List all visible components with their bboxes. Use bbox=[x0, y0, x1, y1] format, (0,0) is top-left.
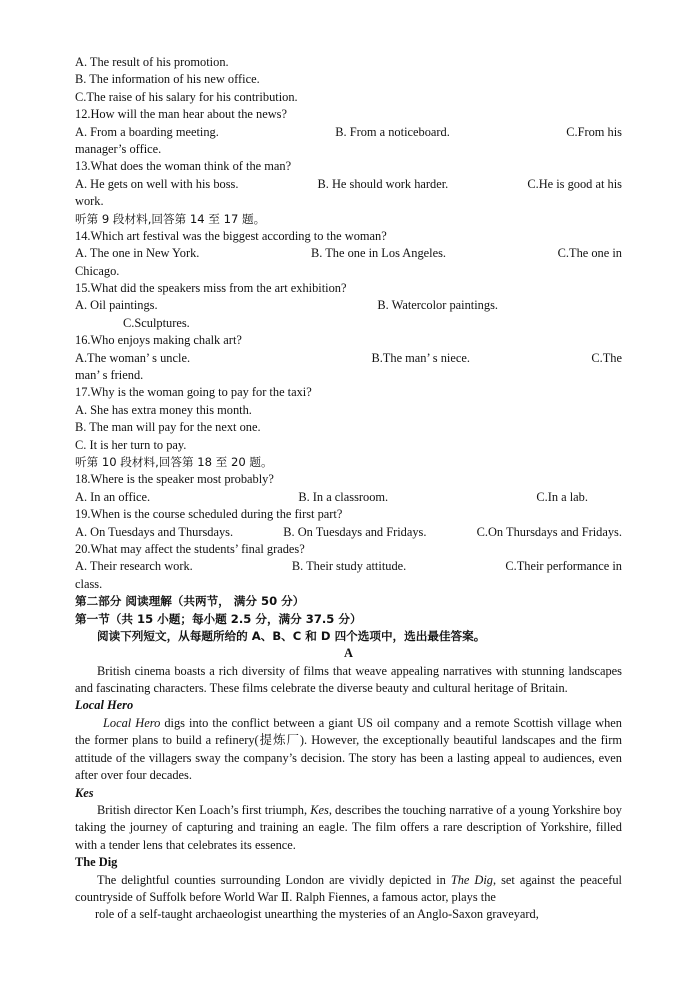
q13-option-c: C.He is good at his bbox=[527, 176, 622, 191]
q13-option-a: A. He gets on well with his boss. bbox=[75, 176, 239, 191]
q20-option-b: B. Their study attitude. bbox=[291, 559, 407, 574]
q17-option-c: C. It is her turn to pay. bbox=[75, 437, 187, 452]
film2-name: Kes bbox=[310, 802, 329, 817]
q17-stem: 17.Why is the woman going to pay for the taxi? bbox=[75, 385, 312, 400]
film2-paragraph bbox=[75, 802, 622, 854]
q13-option-c-cont: work. bbox=[75, 194, 104, 209]
q12-option-a: A. From a boarding meeting. bbox=[75, 124, 219, 139]
film3-paragraph bbox=[75, 872, 622, 907]
q12-option-b: B. From a noticeboard. bbox=[335, 124, 450, 139]
q15-options bbox=[75, 297, 622, 314]
q19-option-b: B. On Tuesdays and Fridays. bbox=[283, 524, 427, 539]
q15-option-a: A. Oil paintings. bbox=[75, 298, 158, 313]
q18-stem: 18.Where is the speaker most probably? bbox=[75, 472, 274, 487]
q11-option-c: C.The raise of his salary for his contribution. bbox=[75, 89, 298, 104]
q14-option-c: C.The one in bbox=[557, 246, 622, 261]
q13-option-b: B. He should work harder. bbox=[317, 176, 449, 191]
film2-title: Kes bbox=[75, 785, 94, 800]
q16-option-c-cont: man’ s friend. bbox=[75, 368, 144, 383]
q15-stem: 15.What did the speakers miss from the art exhibition? bbox=[75, 281, 347, 296]
q12-option-c: C.From his bbox=[566, 124, 622, 139]
q16-stem: 16.Who enjoys making chalk art? bbox=[75, 333, 242, 348]
passage-letter: A bbox=[344, 646, 353, 661]
section-instruction-9: 听第 9 段材料,回答第 14 至 17 题。 bbox=[75, 211, 266, 226]
q17-option-b: B. The man will pay for the next one. bbox=[75, 420, 261, 435]
film2-pre: British director Ken Loach’s first triumph, bbox=[97, 802, 311, 817]
q12-stem: 12.How will the man hear about the news? bbox=[75, 107, 287, 122]
q16-option-b: B.The man’ s niece. bbox=[371, 350, 470, 365]
q14-stem: 14.Which art festival was the biggest according to the woman? bbox=[75, 228, 387, 243]
film1-paragraph bbox=[75, 715, 622, 785]
q14-option-c-cont: Chicago. bbox=[75, 263, 120, 278]
film3-pre: The delightful counties surrounding London are vividly depicted in bbox=[97, 872, 451, 887]
film3-text: , set against the peaceful countryside of Suffolk before World War Ⅱ. Ralph Fiennes, a famous actor, plays the bbox=[75, 872, 622, 904]
q19-options bbox=[75, 524, 622, 541]
q14-option-a: A. The one in New York. bbox=[75, 246, 200, 261]
q15-option-b: B. Watercolor paintings. bbox=[377, 298, 498, 313]
film3-name: The Dig bbox=[450, 872, 493, 887]
q20-option-c: C.Their performance in bbox=[505, 559, 622, 574]
part2-instructions: 阅读下列短文，从每题所给的 A、B、C 和 D 四个选项中，选出最佳答案。 bbox=[97, 628, 486, 643]
q13-stem: 13.What does the woman think of the man? bbox=[75, 159, 292, 174]
q14-option-b: B. The one in Los Angeles. bbox=[310, 246, 447, 261]
q18-option-a: A. In an office. bbox=[75, 489, 151, 504]
q16-option-a: A.The woman’ s uncle. bbox=[75, 350, 191, 365]
part2-title: 第二部分 阅读理解（共两节， 满分 50 分） bbox=[75, 594, 305, 609]
q13-options bbox=[75, 176, 622, 193]
q11-option-b: B. The information of his new office. bbox=[75, 72, 260, 87]
q20-option-a: A. Their research work. bbox=[75, 559, 193, 574]
q16-options bbox=[75, 350, 622, 367]
q20-stem: 20.What may affect the students’ final grades? bbox=[75, 541, 305, 556]
q20-option-c-cont: class. bbox=[75, 576, 103, 591]
passage-intro: British cinema boasts a rich diversity of films that weave appealing narratives with stunning landscapes and fascinating characters. These films celebrate the diverse beauty and cultural heritage of Britain. bbox=[75, 663, 622, 696]
q19-option-c: C.On Thursdays and Fridays. bbox=[476, 524, 622, 539]
q12-options bbox=[75, 124, 622, 141]
film1-text: digs into the conflict between a giant US oil company and a remote Scottish village when the former plans to build a refinery(提炼厂). However, the exceptionally beautiful landscapes and the firm attitude of the villagers sway the company’s decision. The story has been a lasting appeal to audiences, even after over four decades. bbox=[75, 715, 622, 783]
q20-options bbox=[75, 558, 622, 575]
q18-options bbox=[75, 489, 622, 506]
film3-paragraph-cont: role of a self-taught archaeologist unearthing the mysteries of an Anglo-Saxon graveyard, bbox=[95, 907, 539, 922]
section-instruction-10: 听第 10 段材料,回答第 18 至 20 题。 bbox=[75, 454, 273, 469]
q18-option-b: B. In a classroom. bbox=[298, 489, 389, 504]
q12-option-c-cont: manager’s office. bbox=[75, 141, 162, 156]
q17-option-a: A. She has extra money this month. bbox=[75, 402, 252, 417]
q15-option-c: C.Sculptures. bbox=[123, 315, 190, 330]
film1-name: Local Hero bbox=[103, 715, 161, 730]
film1-title: Local Hero bbox=[75, 698, 134, 713]
film3-title: The Dig bbox=[75, 855, 118, 870]
exam-page bbox=[75, 54, 622, 924]
q19-option-a: A. On Tuesdays and Thursdays. bbox=[75, 524, 234, 539]
film2-text: , describes the touching narrative of a young Yorkshire boy taking the journey of capturing and training an eagle. The film offers a rare description of Yorkshire, filled with a tender lens that celebrates its essence. bbox=[75, 802, 622, 852]
part2-section1-title: 第一节（共 15 小题；每小题 2.5 分，满分 37.5 分） bbox=[75, 611, 362, 626]
q14-options bbox=[75, 245, 622, 262]
q19-stem: 19.When is the course scheduled during the first part? bbox=[75, 507, 343, 522]
q16-option-c: C.The bbox=[591, 350, 622, 365]
q18-option-c: C.In a lab. bbox=[536, 489, 588, 504]
q11-option-a: A. The result of his promotion. bbox=[75, 55, 229, 69]
